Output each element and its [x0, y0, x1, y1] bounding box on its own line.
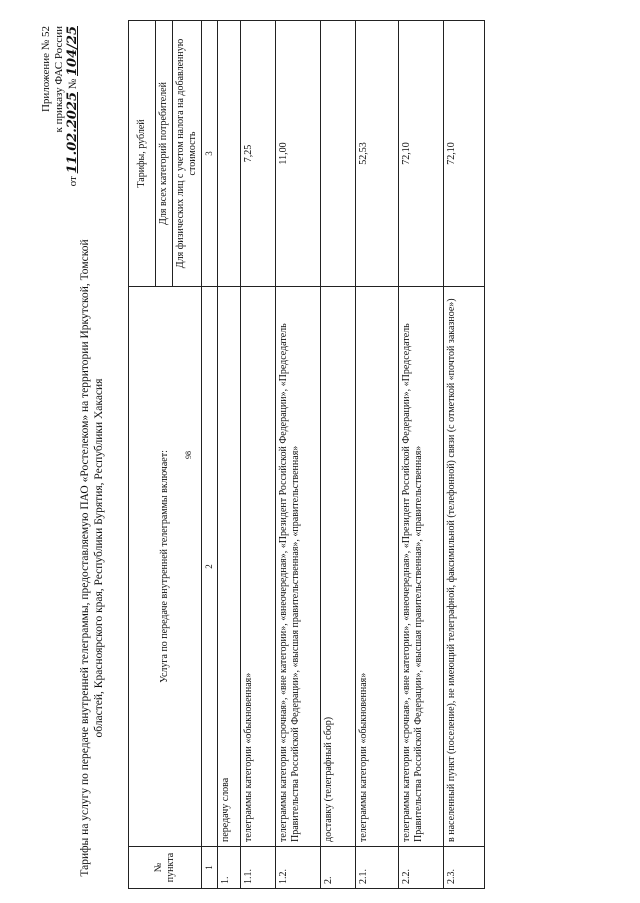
- row-service: в населенный пункт (поселение), не имеющий телеграфной, факсимильной (телефонной) связи (с отметкой «почтой заказное»): [444, 287, 485, 847]
- row-tariff: 72,10: [399, 20, 444, 286]
- row-service: телеграммы категории «срочная», «вне категории», «внеочередная», «Президент Российской Федерации», «Председатель Правительства Российской Федерации», «высшая правительственная», «правительственная»: [399, 287, 444, 847]
- row-num: 2.3.: [444, 847, 485, 889]
- row-tariff: [321, 20, 356, 286]
- table-row: [444, 20, 485, 888]
- header-individuals-vat: Для физических лиц с учетом налога на добавленную стоимость: [173, 20, 202, 286]
- table-row: [241, 20, 276, 888]
- header-tariffs: Тарифы, рублей: [129, 20, 156, 286]
- document-title: Тарифы на услугу по передаче внутренней телеграммы, предоставляемую ПАО «Ростелеком» на территории Иркутской, Томской областей, Красноярского края, Республики Бурятия, Республики Хакасия: [79, 239, 105, 877]
- tariff-table: [128, 20, 485, 889]
- row-tariff: [218, 20, 241, 286]
- row-num: 1.: [218, 847, 241, 889]
- row-service: передачу слова: [218, 287, 241, 847]
- row-num: 2.: [321, 847, 356, 889]
- column-number-row: [202, 20, 218, 888]
- column-number: 1: [202, 847, 218, 889]
- row-service: доставку (телеграфный сбор): [321, 287, 356, 847]
- row-service: телеграммы категории «срочная», «вне категории», «внеочередная», «Президент Российской Федерации», «Председатель Правительства Российской Федерации», «высшая правительственная», «правительственная»: [276, 287, 321, 847]
- annex-block: [40, 26, 80, 256]
- header-service: Услуга по передаче внутренней телеграммы включает:: [129, 287, 202, 847]
- annex-number-prefix: №: [67, 78, 79, 90]
- annex-date-line: [66, 26, 80, 256]
- header-num: № пункта: [129, 847, 202, 889]
- row-tariff: 11,00: [276, 20, 321, 286]
- table-row: [218, 20, 241, 888]
- row-service: телеграммы категории «обыкновенная»: [356, 287, 399, 847]
- row-num: 1.2.: [276, 847, 321, 889]
- table-row: [356, 20, 399, 888]
- row-num: 1.1.: [241, 847, 276, 889]
- annex-number: 104/25: [65, 26, 80, 76]
- row-num: 2.2.: [399, 847, 444, 889]
- annex-date-prefix: от: [67, 176, 79, 187]
- table-row: [321, 20, 356, 888]
- annex-title: Приложение № 52: [40, 26, 52, 113]
- page-number: 98: [184, 451, 193, 459]
- row-tariff: 7,25: [241, 20, 276, 286]
- row-tariff: 72,10: [444, 20, 485, 286]
- column-number: 2: [202, 287, 218, 847]
- header-all-consumers: Для всех категорий потребителей: [156, 20, 173, 286]
- row-num: 2.1.: [356, 847, 399, 889]
- table-header-row: [129, 20, 156, 888]
- row-tariff: 52,53: [356, 20, 399, 286]
- column-number: 3: [202, 20, 218, 286]
- row-service: телеграммы категории «обыкновенная»: [241, 287, 276, 847]
- table-row: [276, 20, 321, 888]
- table-row: [399, 20, 444, 888]
- annex-order: к приказу ФАС России: [53, 26, 65, 133]
- annex-date: 11.02.2025: [65, 91, 80, 174]
